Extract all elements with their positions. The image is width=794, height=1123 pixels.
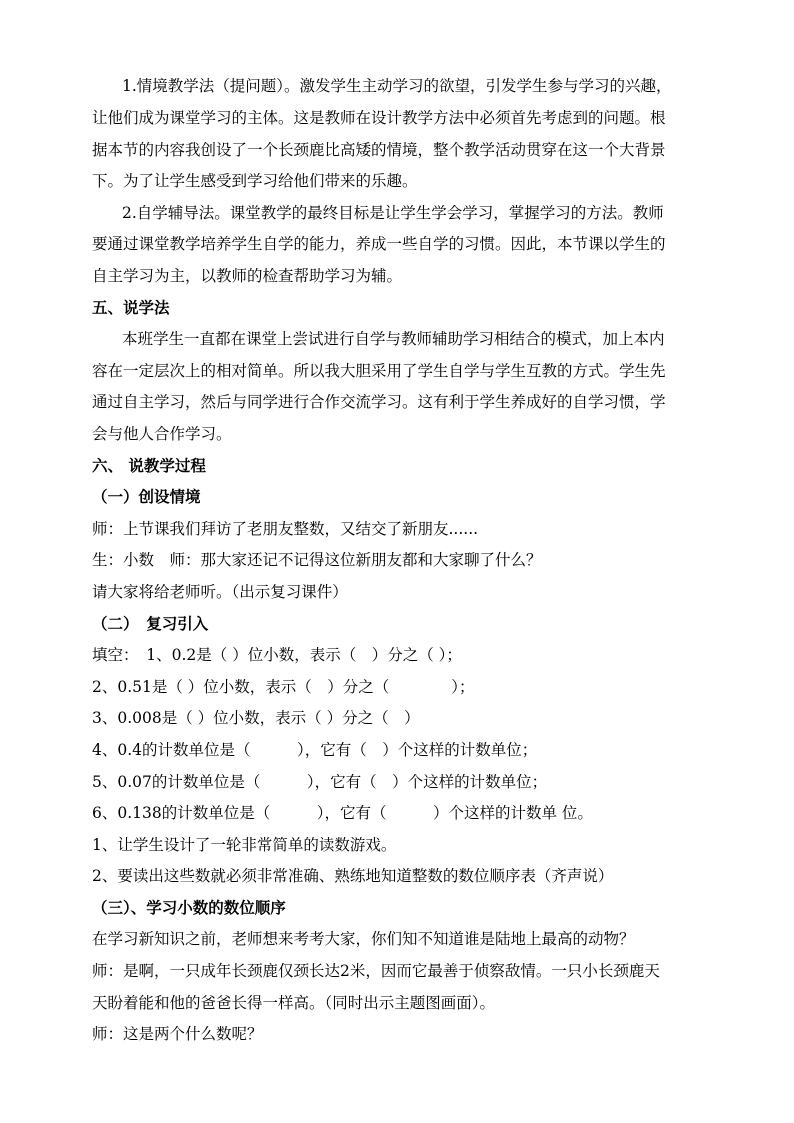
exercise-line: 填空： 1、0.2是（ ）位小数，表示（ ）分之（ ）； xyxy=(92,646,462,664)
paragraph-line: 要通过课堂教学培养学生自学的能力，养成一些自学的习惯。因此，本节课以学生的 xyxy=(92,235,666,253)
exercise-line: 5、0.07的计数单位是（ ），它有（ ）个这样的计数单位； xyxy=(92,773,548,791)
paragraph-line: 据本节的内容我创设了一个长颈鹿比高矮的情境，整个教学活动贯穿在这一个大背景 xyxy=(92,141,666,159)
paragraph-line: 自主学习为主，以教师的检查帮助学习为辅。 xyxy=(92,267,403,285)
paragraph-line: 2、要读出这些数就必须非常准确、熟练地知道整数的数位顺序表（齐声说） xyxy=(92,867,614,885)
paragraph-line: 本班学生一直都在课堂上尝试进行自学与教师辅助学习相结合的模式，加上本内 xyxy=(122,330,665,348)
paragraph-line: 天盼着能和他的爸爸长得一样高。（同时出示主题图画面）。 xyxy=(92,994,496,1012)
paragraph-line: 在学习新知识之前，老师想来考考大家，你们知不知道谁是陆地上最高的动物？ xyxy=(92,930,635,948)
paragraph-line: 请大家将给老师听。（出示复习课件） xyxy=(92,583,348,601)
paragraph-line: 2.自学辅导法。课堂教学的最终目标是让学生学会学习，掌握学习的方法。教师 xyxy=(122,204,664,222)
section-heading: 六、 说教学过程 xyxy=(92,456,206,475)
paragraph-line: 通过自主学习，然后与同学进行合作交流学习。这有利于学生养成好的自学习惯，学 xyxy=(92,393,666,411)
paragraph-line: 师：上节课我们拜访了老朋友整数，又结交了新朋友...... xyxy=(92,520,479,538)
paragraph-line: 生：小数 师：那大家还记不记得这位新朋友都和大家聊了什么？ xyxy=(92,551,542,569)
exercise-line: 4、0.4的计数单位是（ ），它有（ ）个这样的计数单位； xyxy=(92,741,538,759)
paragraph-line: 下。为了让学生感受到学习给他们带来的乐趣。 xyxy=(92,172,418,190)
exercise-line: 3、0.008是（ ）位小数，表示（ ）分之（ ） xyxy=(92,709,420,727)
paragraph-line: 容在一定层次上的相对简单。所以我大胆采用了学生自学与学生互教的方式。学生先 xyxy=(92,362,666,380)
subsection-heading: （一）创设情境 xyxy=(92,487,201,506)
section-heading: 五、说学法 xyxy=(92,298,170,317)
exercise-line: 2、0.51是（ ）位小数，表示（ ）分之（ ）； xyxy=(92,678,475,696)
paragraph-line: 1.情境教学法（提问题）。激发学生主动学习的欲望，引发学生参与学习的兴趣， xyxy=(122,77,672,95)
subsection-heading: （三）、学习小数的数位顺序 xyxy=(92,898,286,917)
paragraph-line: 让他们成为课堂学习的主体。这是教师在设计教学方法中必须首先考虑到的问题。根 xyxy=(92,109,666,127)
paragraph-line: 会与他人合作学习。 xyxy=(92,425,232,443)
exercise-line: 6、0.138的计数单位是（ ），它有（ ）个这样的计数单 位。 xyxy=(92,804,593,822)
paragraph-line: 师：是啊，一只成年长颈鹿仅颈长达2米，因而它最善于侦察敌情。一只小长颈鹿天 xyxy=(92,962,660,980)
subsection-heading: （二） 复习引入 xyxy=(92,614,209,633)
paragraph-line: 1、让学生设计了一轮非常简单的读数游戏。 xyxy=(92,836,397,854)
paragraph-line: 师：这是两个什么数呢？ xyxy=(92,1025,263,1043)
